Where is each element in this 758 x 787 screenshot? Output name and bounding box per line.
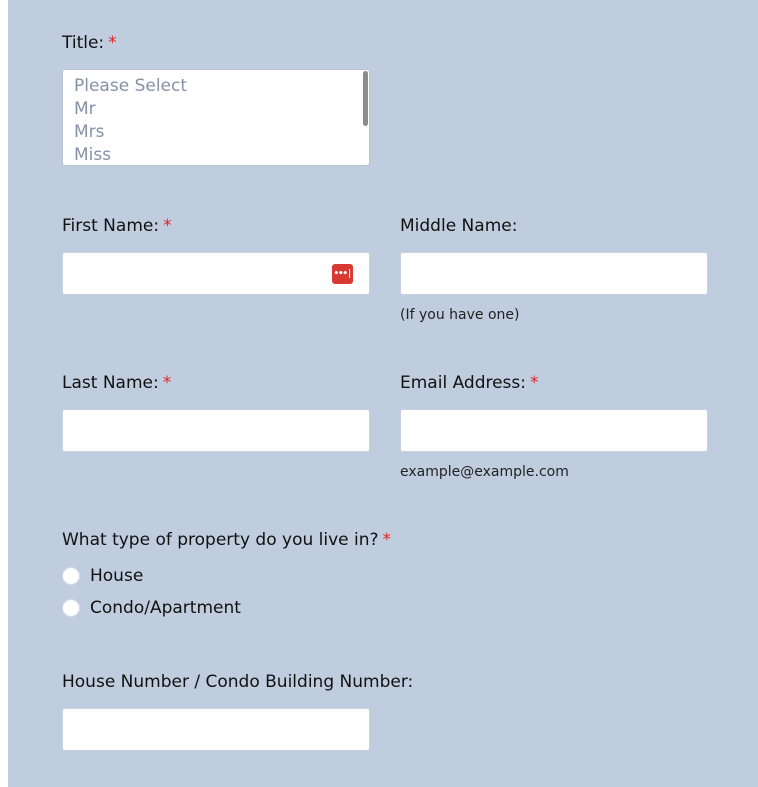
title-label	[62, 33, 117, 53]
required-marker: *	[162, 373, 172, 393]
first-name-input[interactable]	[62, 252, 370, 295]
title-option-please-select[interactable]: Please Select	[74, 76, 188, 96]
radio-button[interactable]	[62, 567, 80, 585]
radio-label-condo[interactable]: Condo/Apartment	[90, 598, 241, 618]
last-name-input[interactable]	[62, 409, 370, 452]
required-marker: *	[382, 530, 392, 550]
required-marker: *	[530, 373, 539, 393]
title-option-miss[interactable]: Miss	[74, 145, 112, 165]
middle-name-hint: (If you have one)	[400, 307, 520, 323]
email-label	[400, 373, 539, 393]
email-input[interactable]	[400, 409, 708, 452]
password-manager-icon[interactable]: •••|	[332, 264, 353, 284]
last-name-label-text: Last Name:	[62, 373, 159, 393]
radio-option-house[interactable]	[62, 566, 143, 586]
required-marker: *	[108, 33, 117, 53]
title-label-text: Title:	[62, 33, 105, 53]
radio-option-condo[interactable]	[62, 598, 241, 618]
first-name-label-text: First Name:	[62, 216, 160, 236]
last-name-label	[62, 373, 171, 393]
house-number-input[interactable]	[62, 708, 370, 751]
property-type-label	[62, 530, 391, 550]
radio-label-house[interactable]: House	[90, 566, 144, 586]
title-select-scrollbar[interactable]	[363, 71, 368, 126]
required-marker: *	[163, 216, 172, 236]
first-name-label	[62, 216, 172, 236]
middle-name-label: Middle Name:	[400, 216, 518, 236]
middle-name-input[interactable]	[400, 252, 708, 295]
house-number-label: House Number / Condo Building Number:	[62, 672, 414, 692]
title-option-mr[interactable]: Mr	[74, 99, 96, 119]
email-label-text: Email Address:	[400, 373, 526, 393]
radio-button[interactable]	[62, 599, 80, 617]
email-hint: example@example.com	[400, 464, 569, 480]
title-select[interactable]	[62, 69, 370, 166]
title-option-mrs[interactable]: Mrs	[74, 122, 105, 142]
property-type-label-text: What type of property do you live in?	[62, 530, 379, 550]
